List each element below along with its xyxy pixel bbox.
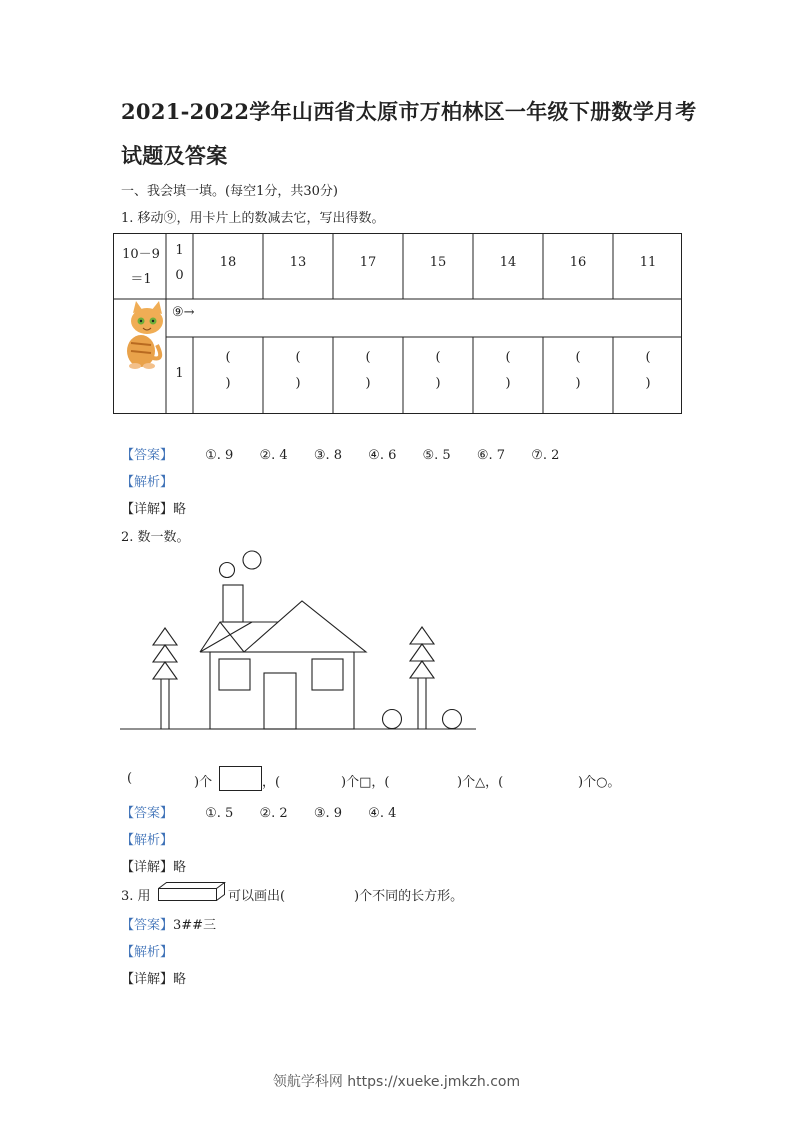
q2-analysis-label: 【解析】 <box>121 833 174 848</box>
q2-fill-close-2: )个□，( <box>341 775 390 790</box>
cuboid-icon <box>157 881 227 903</box>
blank-open: ( <box>645 350 651 365</box>
card-number: 15 <box>429 255 447 270</box>
answer-item: ①. 5 <box>205 806 234 821</box>
blank-open: ( <box>365 350 371 365</box>
footer-watermark: 领航学科网 https://xueke.jmkzh.com <box>272 1074 521 1090</box>
blank-close: ) <box>505 376 511 391</box>
doc-title-line1: 2021-2022学年山西省太原市万柏林区一年级下册数学月考 <box>121 99 697 124</box>
answer-item: ⑥. 7 <box>476 448 506 463</box>
q3-answer-row <box>121 914 216 933</box>
card-number: 17 <box>359 255 377 270</box>
blank-close: ) <box>365 376 371 391</box>
answer-item: ⑦. 2 <box>531 448 560 463</box>
house-figure <box>118 545 480 735</box>
q1-answer-row <box>121 444 581 463</box>
q3-prompt-b: 可以画出( <box>228 889 286 904</box>
card-number: 11 <box>639 255 657 270</box>
q2-fill-open-2: ，( <box>262 775 281 790</box>
answer-item: ④. 4 <box>368 806 397 821</box>
blank-close: ) <box>645 376 651 391</box>
ten-digit-0: 0 <box>175 268 184 283</box>
q1-prompt: 1. 移动⑨，用卡片上的数减去它，写出得数。 <box>121 211 385 226</box>
blank-open: ( <box>575 350 581 365</box>
q2-fill-close-4: )个○。 <box>578 775 621 790</box>
ten-digit-1: 1 <box>175 243 184 258</box>
answer-label: 【答案】 <box>121 918 174 933</box>
first-answer: 1 <box>175 366 184 381</box>
card-number: 18 <box>219 255 237 270</box>
doc-title-line2: 试题及答案 <box>121 143 228 168</box>
nine-arrow: ⑨→ <box>172 305 195 320</box>
answer-item: ③. 9 <box>313 806 343 821</box>
card-number: 13 <box>289 255 307 270</box>
example-top: 10－9 <box>122 247 160 262</box>
blank-open: ( <box>295 350 301 365</box>
q2-fill-close-3: )个△，( <box>457 775 504 790</box>
card-number: 14 <box>499 255 517 270</box>
q3-detail: 【详解】略 <box>121 972 187 987</box>
q3-prompt-c: )个不同的长方形。 <box>354 889 464 904</box>
q2-fill-close-1: )个 <box>194 775 213 790</box>
q2-detail: 【详解】略 <box>121 860 187 875</box>
answer-item: ③. 8 <box>313 448 343 463</box>
q1-detail: 【详解】略 <box>121 502 187 517</box>
q2-prompt: 2. 数一数。 <box>121 530 190 545</box>
blank-close: ) <box>435 376 441 391</box>
q3-prompt-a: 3. 用 <box>121 889 151 904</box>
q2-fill-open-1: ( <box>127 771 133 786</box>
answer-item: ②. 4 <box>259 448 288 463</box>
answer-label: 【答案】 <box>121 448 174 463</box>
answer-item: ⑤. 5 <box>422 448 451 463</box>
answer-item: ②. 2 <box>259 806 288 821</box>
card-number: 16 <box>569 255 587 270</box>
blank-close: ) <box>225 376 231 391</box>
q2-answer-row <box>121 802 418 821</box>
blank-close: ) <box>575 376 581 391</box>
blank-open: ( <box>225 350 231 365</box>
rectangle-shape-icon <box>219 766 262 791</box>
blank-open: ( <box>505 350 511 365</box>
example-bottom: ＝1 <box>130 272 152 287</box>
answer-item: ④. 6 <box>368 448 397 463</box>
blank-open: ( <box>435 350 441 365</box>
answer-label: 【答案】 <box>121 806 174 821</box>
cat-illustration <box>127 301 163 369</box>
blank-close: ) <box>295 376 301 391</box>
q3-analysis-label: 【解析】 <box>121 945 174 960</box>
section-heading: 一、我会填一填。(每空1分，共30分) <box>121 184 338 199</box>
answer-value: 3##三 <box>173 918 217 933</box>
q1-analysis-label: 【解析】 <box>121 475 174 490</box>
answer-item: ①. 9 <box>205 448 234 463</box>
